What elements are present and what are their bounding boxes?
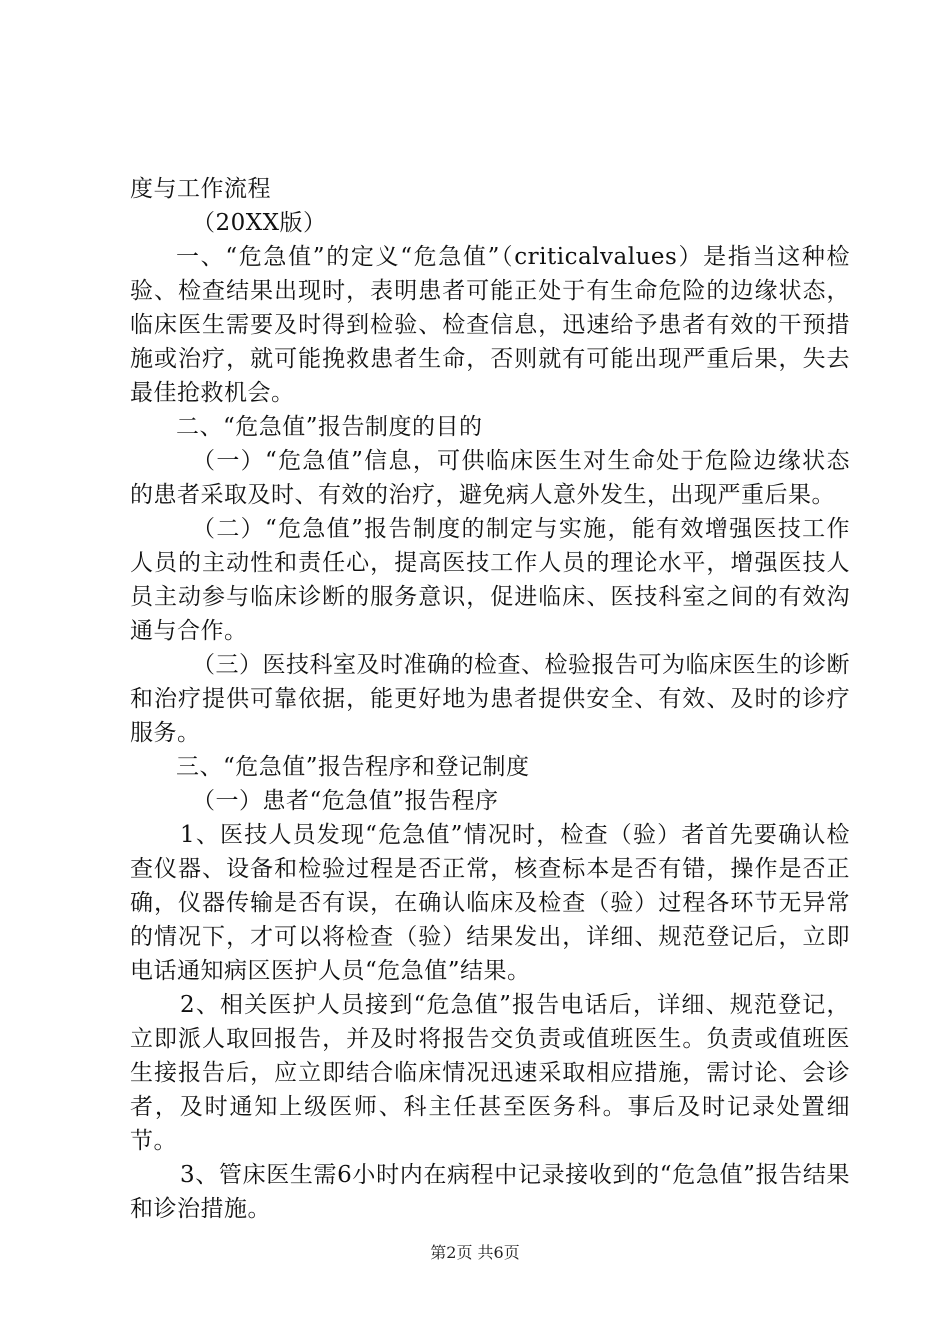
version-line: （20XX版） [192, 210, 327, 236]
paragraph-step-1: 1、医技人员发现“危急值”情况时，检查（验）者首先要确认检查仪器、设备和检验过程是否正常，核查标本是否有错，操作是否正确，仪器传输是否有误，在确认临床及检查（验）过程各环节无异常的情况下，才可以将检查（验）结果发出，详细、规范登记后，立即电话通知病区医护人员“危急值”结果。 [130, 822, 850, 984]
paragraph-definition: 一、“危急值”的定义“危急值”（criticalvalues）是指当这种检验、检查结果出现时，表明患者可能正处于有生命危险的边缘状态，临床医生需要及时得到检验、检查信息，迅速给予患者有效的干预措施或治疗，就可能挽救患者生命，否则就有可能出现严重后果，失去最佳抢救机会。 [130, 244, 850, 406]
paragraph-step-2: 2、相关医护人员接到“危急值”报告电话后，详细、规范登记，立即派人取回报告，并及时将报告交负责或值班医生。负责或值班医生接报告后，应立即结合临床情况迅速采取相应措施，需讨论、会诊者，及时通知上级医师、科主任甚至医务科。事后及时记录处置细节。 [130, 992, 850, 1154]
paragraph-purpose-2: （二）“危急值”报告制度的制定与实施，能有效增强医技工作人员的主动性和责任心，提高医技工作人员的理论水平，增强医技人员主动参与临床诊断的服务意识，促进临床、医技科室之间的有效沟通与合作。 [130, 516, 850, 644]
paragraph-purpose-3: （三）医技科室及时准确的检查、检验报告可为临床医生的诊断和治疗提供可靠依据，能更好地为患者提供安全、有效、及时的诊疗服务。 [130, 652, 850, 746]
heading-purpose: 二、“危急值”报告制度的目的 [176, 414, 483, 440]
paragraph-step-3: 3、管床医生需6小时内在病程中记录接收到的“危急值”报告结果和诊治措施。 [130, 1162, 850, 1222]
subheading-report-procedure: （一）患者“危急值”报告程序 [192, 788, 499, 814]
page-footer: 第2页 共6页 [430, 1243, 520, 1262]
heading-procedure: 三、“危急值”报告程序和登记制度 [176, 754, 530, 780]
paragraph-purpose-1: （一）“危急值”信息，可供临床医生对生命处于危险边缘状态的患者采取及时、有效的治疗，避免病人意外发生，出现严重后果。 [130, 448, 850, 508]
document-body [130, 172, 850, 1226]
title-line: 度与工作流程 [130, 176, 271, 202]
